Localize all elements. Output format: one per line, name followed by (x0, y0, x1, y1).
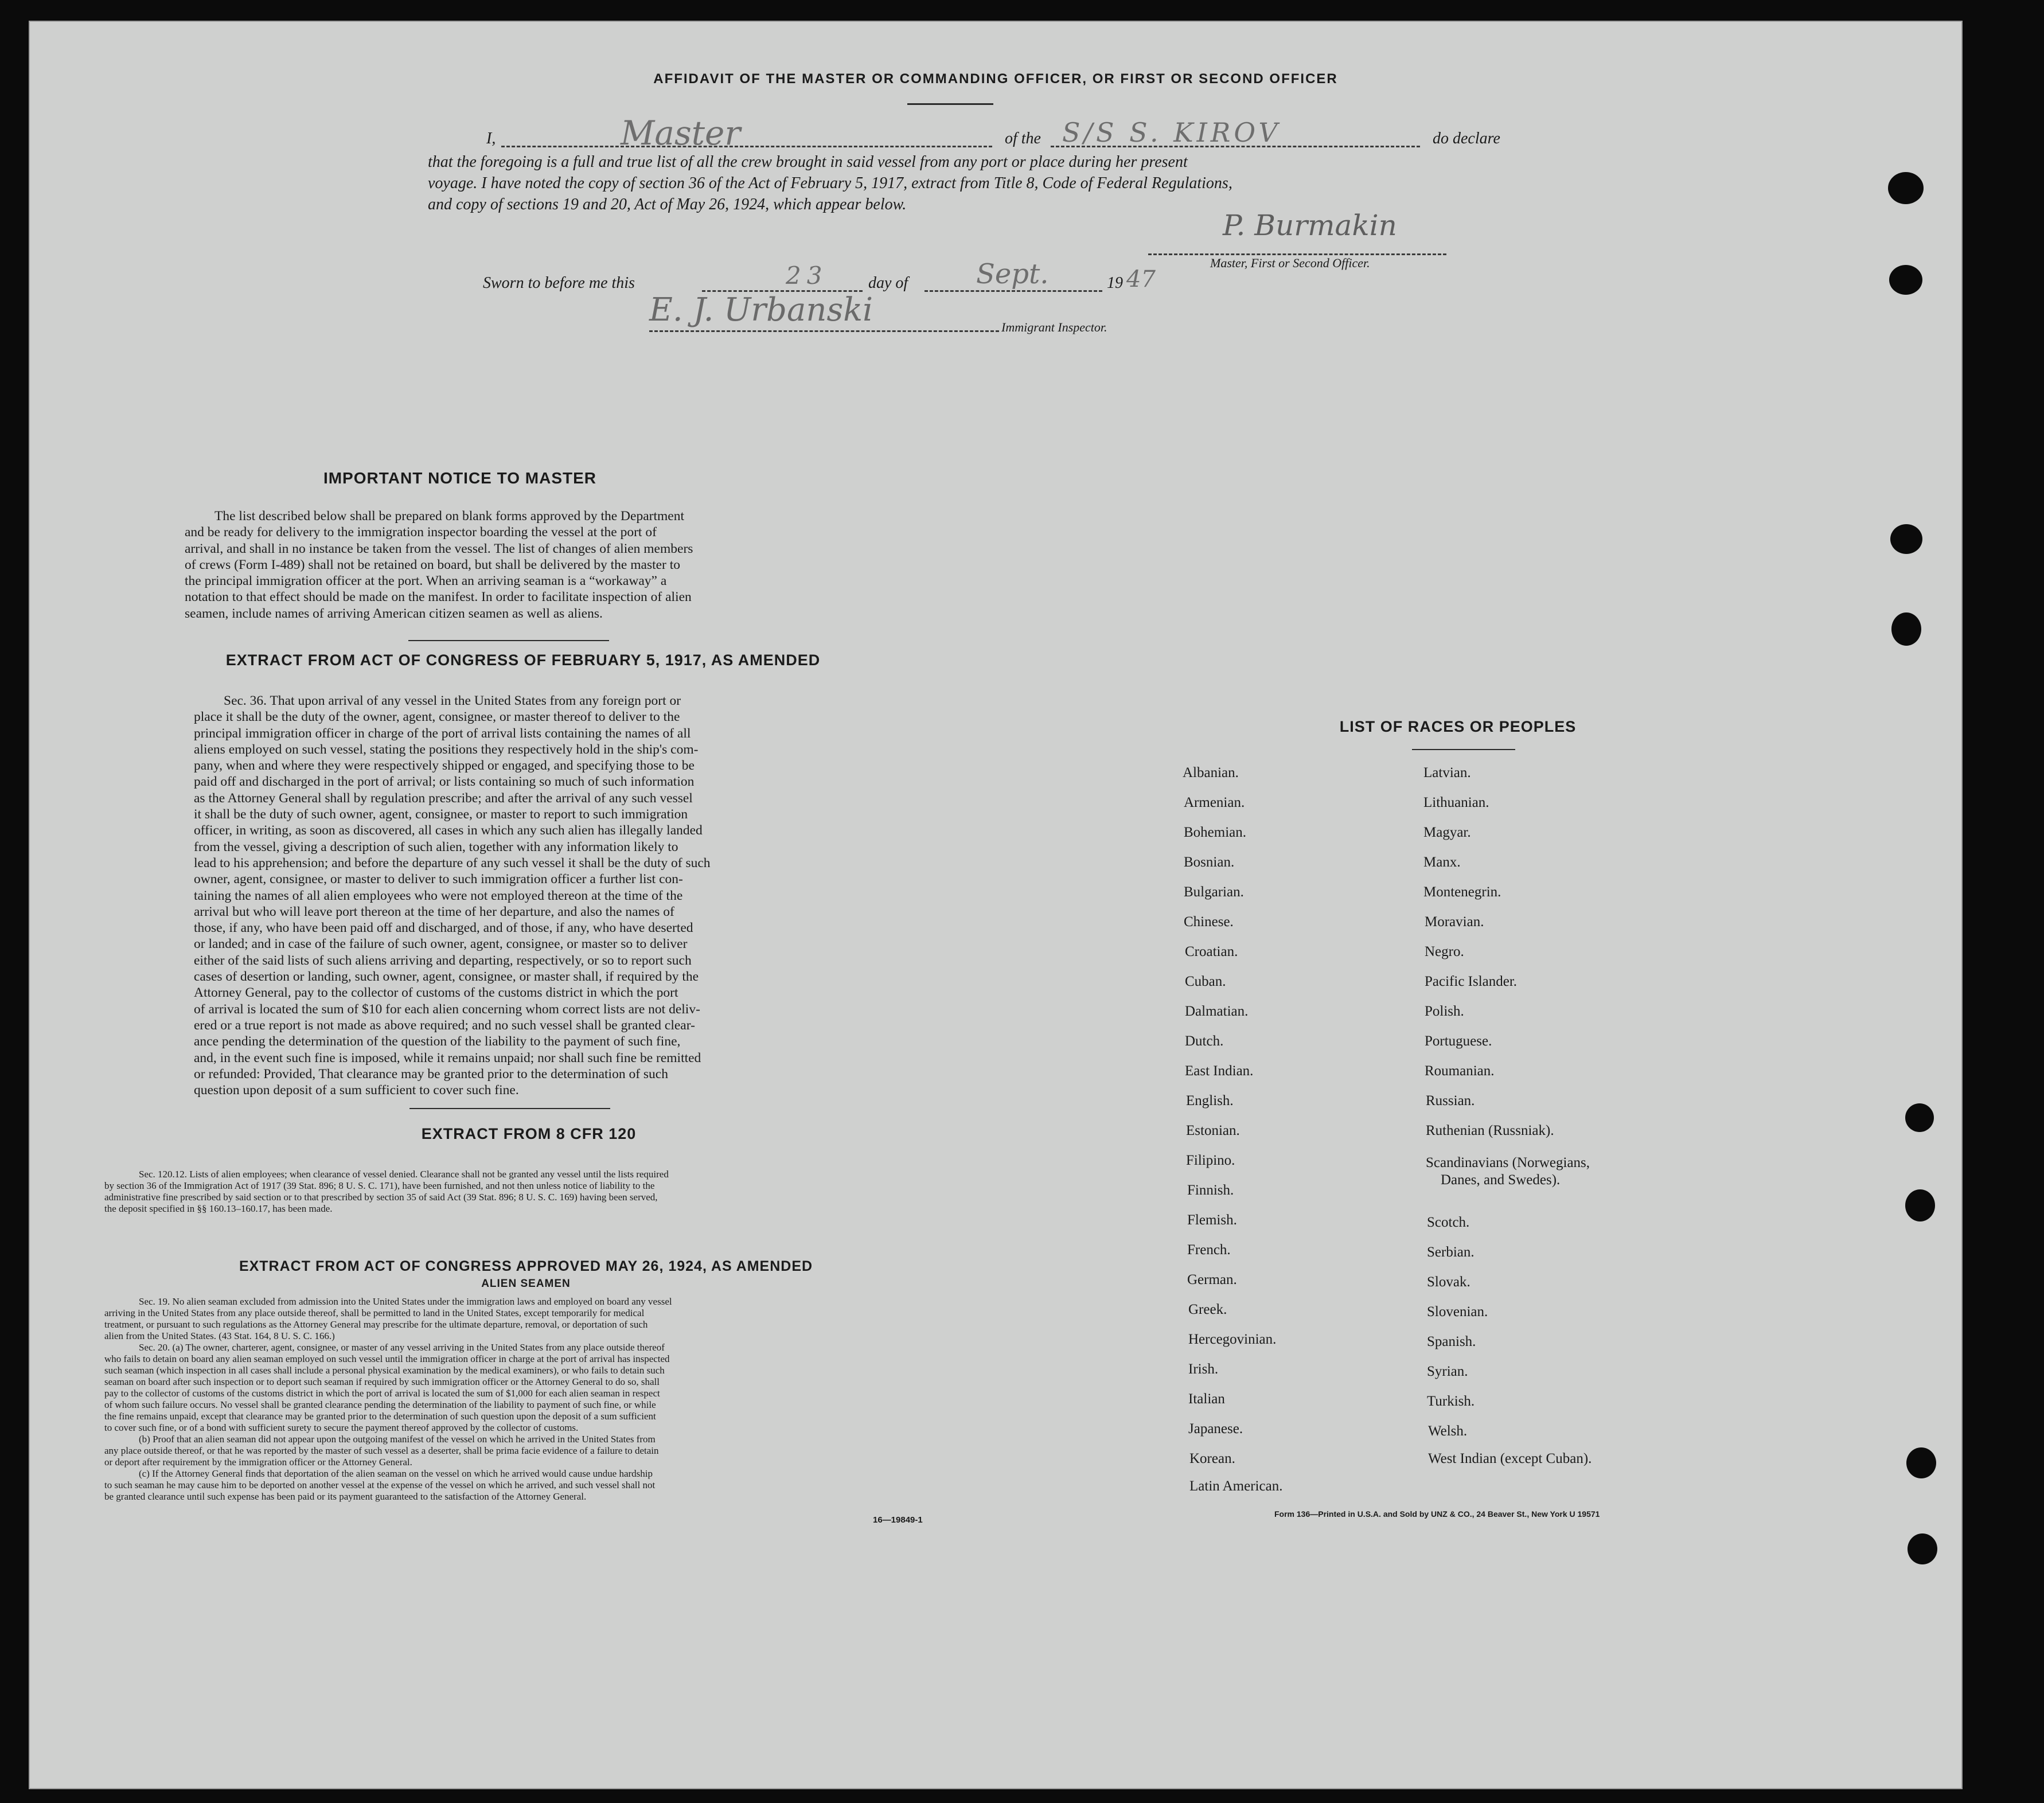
cfr-line: Sec. 120.12. Lists of alien employees; when clearance of vessel denied. Clearance shall not be granted any vessel until the lists required (139, 1169, 669, 1180)
notice-rule (408, 640, 609, 641)
races-rule (1412, 749, 1515, 750)
race-item: Danes, and Swedes). (1441, 1172, 1561, 1188)
punch-hole (1908, 1533, 1937, 1564)
punch-hole (1889, 265, 1922, 295)
year-handwritten: 47 (1126, 266, 1156, 292)
section-20-line: Sec. 20. (a) The owner, charterer, agent, consignee, or master of any vessel arriving in the United States from any place outside thereof (139, 1342, 665, 1353)
name-line (501, 146, 992, 147)
notice-line: The list described below shall be prepared on blank forms approved by the Department (214, 509, 684, 524)
race-item: French. (1187, 1242, 1231, 1258)
race-item: Roumanian. (1425, 1063, 1495, 1079)
section-36-line: principal immigration officer in charge of the port of arrival lists containing the names of all (194, 725, 691, 741)
master-signature-handwritten: P. Burmakin (1223, 209, 1397, 242)
race-item: Scotch. (1427, 1215, 1470, 1230)
section-20b-line: any place outside thereof, or that he was reported by the master of such vessel as a deserter, shall be prima facie evidence of a failure to detain (104, 1445, 659, 1456)
sworn-label: Sworn to before me this (483, 274, 635, 292)
race-item: Latvian. (1423, 765, 1471, 780)
year-printed: 19 (1107, 274, 1123, 292)
section-19-line: treatment, or pursuant to such regulations as the Attorney General may prescribe for the ultimate departure, removal, or deportation of such (104, 1319, 648, 1330)
extract-1924-subheading: ALIEN SEAMEN (481, 1278, 571, 1290)
section-20-line: the fine remains unpaid, except that clearance may be granted prior to the determination of such question upon the deposit of a sum sufficient (104, 1411, 656, 1422)
section-20-line: of whom such failure occurs. No vessel shall be granted clearance pending the determination of the liability to payment of such fine, or while (104, 1399, 656, 1410)
section-20c-line: be granted clearance until such expense has been paid or its payment guaranteed to the satisfaction of the Attorney General. (104, 1491, 587, 1502)
extract-1917-rule (409, 1108, 610, 1109)
race-item: Flemish. (1187, 1212, 1237, 1228)
notice-heading: IMPORTANT NOTICE TO MASTER (323, 469, 597, 487)
section-36-line: pany, when and where they were respectively shipped or engaged, and specifying those to be (194, 758, 695, 774)
section-36-line: from the vessel, giving a description of such alien, together with any information likely to (194, 839, 678, 854)
section-36-line: owner, agent, consignee, or master to deliver to such immigration officer a further list con- (194, 872, 683, 887)
punch-hole (1891, 612, 1921, 646)
section-36-line: taining the names of all alien employees who were not employed thereon at the time of the (194, 888, 683, 903)
race-item: Japanese. (1188, 1421, 1243, 1437)
section-20-line: pay to the collector of customs of the customs district in which the port of arrival is located the sum of $1,000 for each alien seaman in respect (104, 1388, 660, 1399)
race-item: Polish. (1425, 1004, 1464, 1019)
race-item: Lithuanian. (1423, 795, 1489, 810)
race-item: Dutch. (1185, 1033, 1224, 1049)
race-item: Irish. (1188, 1361, 1219, 1377)
section-36-line: paid off and discharged in the port of arrival; or lists containing so much of such information (194, 774, 695, 790)
extract-1924-heading: EXTRACT FROM ACT OF CONGRESS APPROVED MAY 26, 1924, AS AMENDED (239, 1258, 813, 1274)
race-item: Finnish. (1187, 1183, 1234, 1198)
inspector-signature-handwritten: E. J. Urbanski (649, 291, 873, 329)
race-item: Bosnian. (1184, 854, 1235, 870)
race-item: Chinese. (1184, 914, 1234, 930)
cfr-line: by section 36 of the Immigration Act of 1917 (39 Stat. 896; 8 U. S. C. 171), have been furnished, and not then unless notice of liability to the (104, 1180, 655, 1191)
race-item: Turkish. (1427, 1394, 1475, 1409)
section-20-line: seaman on board after such inspection or to deport such seaman if required by such immigration officer or the Attorney General to do so, shall (104, 1376, 660, 1387)
race-item: Negro. (1425, 944, 1464, 959)
notice-line: arrival, and shall in no instance be taken from the vessel. The list of changes of alien members (185, 541, 693, 556)
section-36-line: it shall be the duty of such owner, agent, consignee, or master to report to such immigration (194, 807, 688, 822)
section-36-line: Sec. 36. That upon arrival of any vessel in the United States from any foreign port or (224, 693, 681, 708)
notice-line: seamen, include names of arriving American citizen seamen as well as aliens. (185, 606, 603, 621)
form-printer-note: Form 136—Printed in U.S.A. and Sold by UNZ & CO., 24 Beaver St., New York U 19571 (1274, 1509, 1600, 1519)
section-36-line: ance pending the determination of the question of the liability to the payment of such fine, (194, 1034, 681, 1049)
heading-rule (907, 103, 993, 105)
cfr-heading: EXTRACT FROM 8 CFR 120 (421, 1125, 637, 1142)
section-36-line: aliens employed on such vessel, stating the positions they respectively hold in the ship's com- (194, 742, 699, 757)
section-36-line: or landed; and in case of the failure of such owner, agent, consignee, or master so to deliver (194, 936, 688, 952)
race-item: West Indian (except Cuban). (1428, 1451, 1592, 1466)
punch-hole (1890, 524, 1922, 554)
races-heading: LIST OF RACES OR PEOPLES (1339, 718, 1577, 735)
race-item: Croatian. (1185, 944, 1238, 959)
section-36-line: officer, in writing, as soon as discovered, all cases in which any such alien has illegally landed (194, 823, 703, 838)
section-36-line: cases of desertion or landing, such owner, agent, consignee, or master shall, if required by the (194, 969, 699, 985)
section-36-line: lead to his apprehension; and before the departure of any such vessel it shall be the duty of such (194, 855, 711, 871)
cfr-line: administrative fine prescribed by said section or to that prescribed by section 35 of said Act (39 Stat. 896; 8 U. S. C. 169) having been served, (104, 1192, 658, 1203)
notice-line: and be ready for delivery to the immigration inspector boarding the vessel at the port of (185, 525, 657, 540)
race-item: German. (1187, 1272, 1237, 1287)
notice-line: of crews (Form I-489) shall not be retained on board, but shall be delivered by the master to (185, 557, 681, 572)
race-item: Moravian. (1425, 914, 1484, 930)
section-20-line: who fails to detain on board any alien seaman employed on such vessel until the immigration officer in charge at the port of arrival has inspected (104, 1353, 670, 1364)
race-item: Manx. (1423, 854, 1461, 870)
race-item: Estonian. (1186, 1123, 1240, 1138)
statement-line: and copy of sections 19 and 20, Act of May 26, 1924, which appear below. (428, 196, 907, 213)
race-item: East Indian. (1185, 1063, 1254, 1079)
section-20b-line: or deport after requirement by the immigration officer or the Attorney General. (104, 1457, 412, 1468)
affidavit-statement (428, 151, 1552, 215)
section-36-line: either of the said lists of such aliens arriving and departing, respectively, or so to report such (194, 953, 692, 968)
do-declare-label: do declare (1433, 130, 1500, 147)
section-20c-line: to such seaman he may cause him to be deported on another vessel at the expense of the vessel on which he arrived, and such vessel shall not (104, 1480, 656, 1490)
extract-1924-body (104, 1296, 959, 1502)
race-item: Armenian. (1184, 795, 1245, 810)
signature-line (1148, 253, 1446, 255)
day-handwritten: 23 (786, 262, 828, 290)
section-36-line: as the Attorney General shall by regulation prescribe; and after the arrival of any such vessel (194, 790, 693, 806)
race-item: Russian. (1426, 1093, 1475, 1109)
race-item: Albanian. (1183, 765, 1239, 780)
day-of-label: day of (868, 274, 908, 292)
race-item: Hercegovinian. (1188, 1332, 1277, 1347)
vessel-name-handwritten: S/S S. KIROV (1062, 117, 1281, 148)
affidavit-i-label: I, (486, 130, 496, 147)
inspector-line (649, 330, 999, 332)
race-item: Korean. (1189, 1451, 1235, 1466)
section-20-line: such seaman (which inspection in all cases shall include a personal physical examination by the medical examiners), or who fails to detain such (104, 1365, 665, 1376)
section-36-line: and, in the event such fine is imposed, while it remains unpaid; nor shall such fine be remitted (194, 1050, 701, 1066)
inspector-caption: Immigrant Inspector. (1001, 320, 1107, 334)
statement-line: that the foregoing is a full and true list of all the crew brought in said vessel from any port or place during her present (428, 153, 1188, 171)
month-line (925, 290, 1102, 292)
race-item: Syrian. (1427, 1364, 1468, 1379)
section-36-line: arrival but who will leave port thereon at the time of her departure, and also the names of (194, 904, 674, 919)
race-item: Spanish. (1427, 1334, 1476, 1349)
punch-hole (1905, 1189, 1935, 1221)
race-item: Bohemian. (1184, 825, 1247, 840)
race-item: Filipino. (1186, 1153, 1235, 1168)
of-the-label: of the (1005, 130, 1041, 147)
race-item: Dalmatian. (1185, 1004, 1249, 1019)
section-36-line: question upon deposit of a sum sufficient to cover such fine. (194, 1083, 519, 1098)
race-item: Bulgarian. (1184, 884, 1244, 900)
race-item: Serbian. (1427, 1244, 1475, 1260)
section-20b-line: (b) Proof that an alien seaman did not appear upon the outgoing manifest of the vessel on which he arrived in the United States from (139, 1434, 656, 1445)
race-item: Montenegrin. (1423, 884, 1501, 900)
notice-body (185, 508, 856, 622)
punch-hole (1905, 1103, 1934, 1132)
race-item: Scandinavians (Norwegians, (1426, 1155, 1590, 1170)
punch-hole (1888, 172, 1924, 204)
section-19-line: Sec. 19. No alien seaman excluded from admission into the United States under the immigration laws and employed on board any vessel (139, 1296, 672, 1307)
section-36-line: Attorney General, pay to the collector of customs of the customs district in which the port (194, 985, 678, 1001)
race-item: Welsh. (1428, 1423, 1468, 1439)
section-36-line: ered or a true report is not made as above required; and no such vessel shall be granted clear- (194, 1017, 695, 1033)
master-name-handwritten: Master (621, 114, 741, 153)
section-20-line: to cover such fine, or of a bond with sufficient surety to secure the payment thereof approved by the collector of customs. (104, 1422, 579, 1433)
section-20c-line: (c) If the Attorney General finds that deportation of the alien seaman on the vessel on which he arrived would cause undue hardship (139, 1468, 653, 1479)
extract-1917-heading: EXTRACT FROM ACT OF CONGRESS OF FEBRUARY 5, 1917, AS AMENDED (225, 651, 821, 669)
race-item: Ruthenian (Russniak). (1426, 1123, 1554, 1138)
notice-line: the principal immigration officer at the port. When an arriving seaman is a “workaway” a (185, 573, 667, 589)
race-item: Pacific Islander. (1425, 974, 1518, 989)
document-page (29, 21, 1963, 1789)
section-36-line: or refunded: Provided, That clearance may be granted prior to the determination of such (194, 1066, 668, 1082)
race-item: Greek. (1188, 1302, 1227, 1317)
race-item: Portuguese. (1425, 1033, 1492, 1049)
notice-line: notation to that effect should be made on the manifest. In order to facilitate inspection of alien (185, 590, 692, 605)
section-19-line: alien from the United States. (43 Stat. 164, 8 U. S. C. 166.) (104, 1330, 335, 1341)
race-item: Cuban. (1185, 974, 1226, 989)
section-36-line: of arrival is located the sum of $10 for each alien concerning whom correct lists are not deliv- (194, 1001, 700, 1017)
section-36-line: those, if any, who have been paid off and discharged, and of those, if any, who have deserted (194, 920, 693, 936)
cfr-line: the deposit specified in §§ 160.13–160.17, has been made. (104, 1203, 333, 1214)
race-item: Magyar. (1423, 825, 1471, 840)
race-item: Italian (1188, 1391, 1225, 1407)
extract-1917-body (194, 693, 865, 1098)
print-code: 16—19849-1 (873, 1515, 923, 1525)
signature-caption: Master, First or Second Officer. (1210, 256, 1370, 270)
month-handwritten: Sept. (976, 258, 1049, 290)
affidavit-heading: AFFIDAVIT OF THE MASTER OR COMMANDING OFFICER, OR FIRST OR SECOND OFFICER (653, 71, 1338, 87)
punch-hole (1906, 1447, 1936, 1478)
cfr-body (104, 1169, 959, 1215)
section-19-line: arriving in the United States from any place outside thereof, shall be permitted to land in the United States, except temporarily for medical (104, 1308, 645, 1318)
section-36-line: place it shall be the duty of the owner, agent, consignee, or master thereof to deliver to the (194, 709, 680, 725)
statement-line: voyage. I have noted the copy of section 36 of the Act of February 5, 1917, extract from Title 8, Code of Federal Regulations, (428, 174, 1232, 192)
race-item: Slovak. (1427, 1274, 1470, 1290)
race-item: Latin American. (1189, 1478, 1283, 1494)
race-item: English. (1186, 1093, 1234, 1109)
race-item: Slovenian. (1427, 1304, 1488, 1320)
